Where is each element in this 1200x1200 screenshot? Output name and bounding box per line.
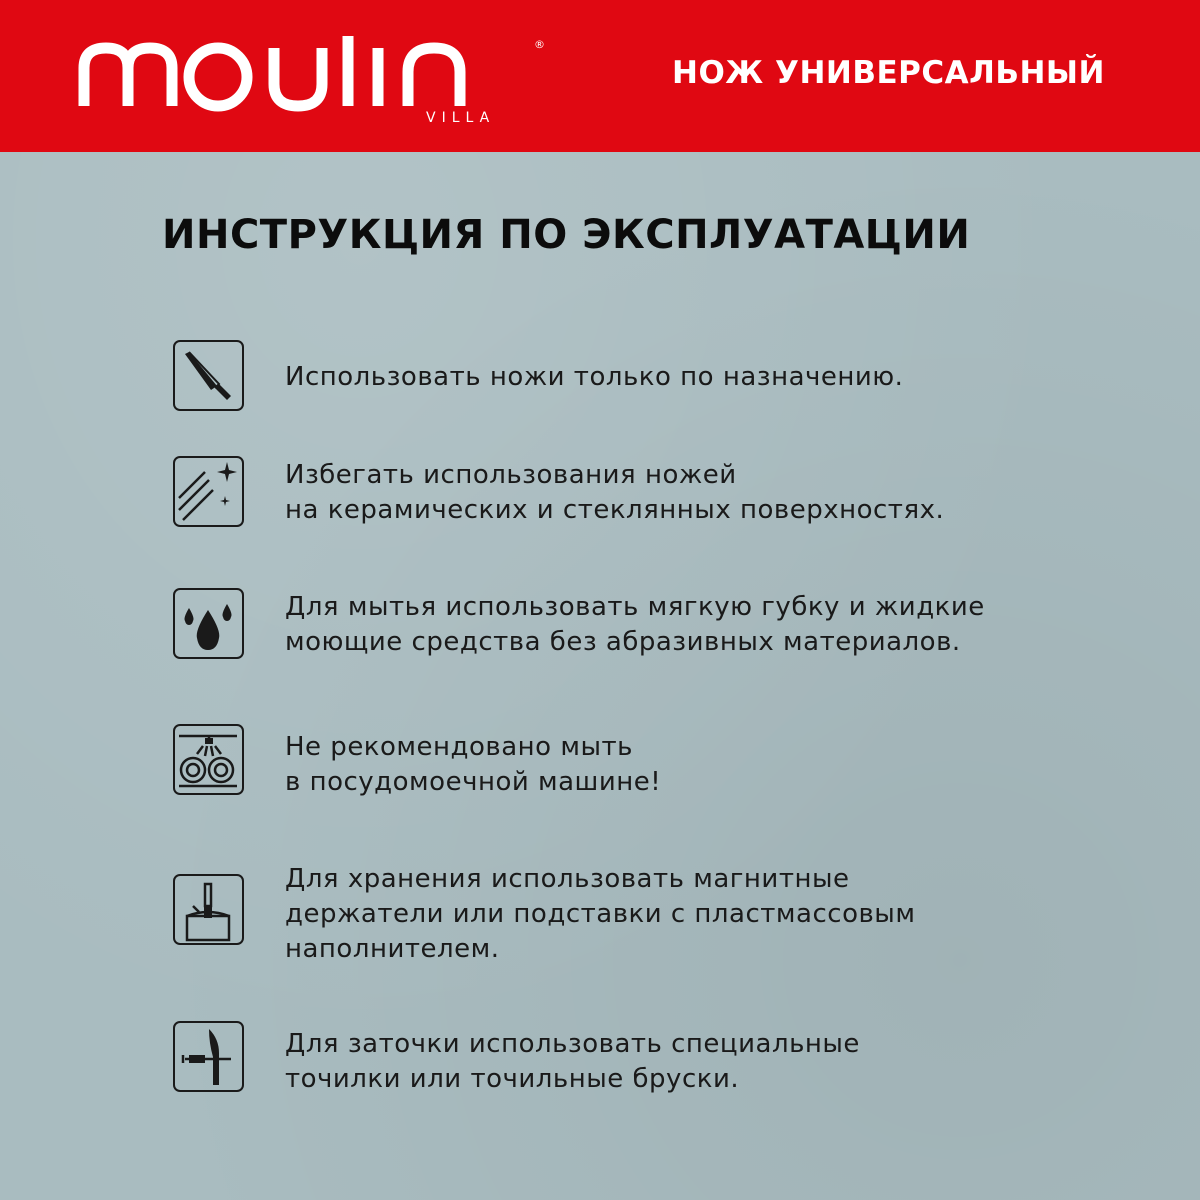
product-title: НОЖ УНИВЕРСАЛЬНЫЙ: [672, 55, 1105, 91]
instruction-line: в посудомоечной машине!: [285, 767, 662, 797]
svg-text:®: ®: [534, 38, 545, 51]
instruction-line: Для хранения использовать магнитные: [285, 864, 850, 894]
moulin-villa-logo: [78, 36, 548, 126]
instruction-item-dishwasher: [173, 724, 1153, 814]
knife-icon: [173, 340, 244, 411]
instruction-item-knife: [173, 340, 1153, 430]
instruction-item-sharpening: [173, 1021, 1153, 1111]
page-title: ИНСТРУКЦИЯ ПО ЭКСПЛУАТАЦИИ: [162, 212, 971, 258]
glass-surface-icon: [173, 456, 244, 527]
instruction-line: держатели или подставки с пластмассовым: [285, 899, 916, 929]
svg-text:VILLA: VILLA: [426, 110, 496, 126]
instruction-line: точилки или точильные бруски.: [285, 1064, 740, 1094]
instruction-line: моющие средства без абразивных материалов.: [285, 627, 961, 657]
drops-icon: [173, 588, 244, 659]
instruction-item-surfaces: [173, 456, 1153, 546]
instruction-line: Не рекомендовано мыть: [285, 732, 633, 762]
instruction-item-washing: [173, 588, 1153, 678]
instruction-line: Для заточки использовать специальные: [285, 1029, 860, 1059]
instruction-line: Избегать использования ножей: [285, 460, 737, 490]
knife-block-icon: [173, 874, 244, 945]
instruction-item-storage: [173, 864, 1153, 964]
instruction-line: наполнителем.: [285, 934, 500, 964]
instruction-line: на керамических и стеклянных поверхностях.: [285, 495, 945, 525]
instruction-line: Использовать ножи только по назначению.: [285, 362, 904, 392]
instruction-line: Для мытья использовать мягкую губку и жидкие: [285, 592, 985, 622]
sharpener-icon: [173, 1021, 244, 1092]
header-bar: [0, 0, 1200, 152]
dishwasher-icon: [173, 724, 244, 795]
